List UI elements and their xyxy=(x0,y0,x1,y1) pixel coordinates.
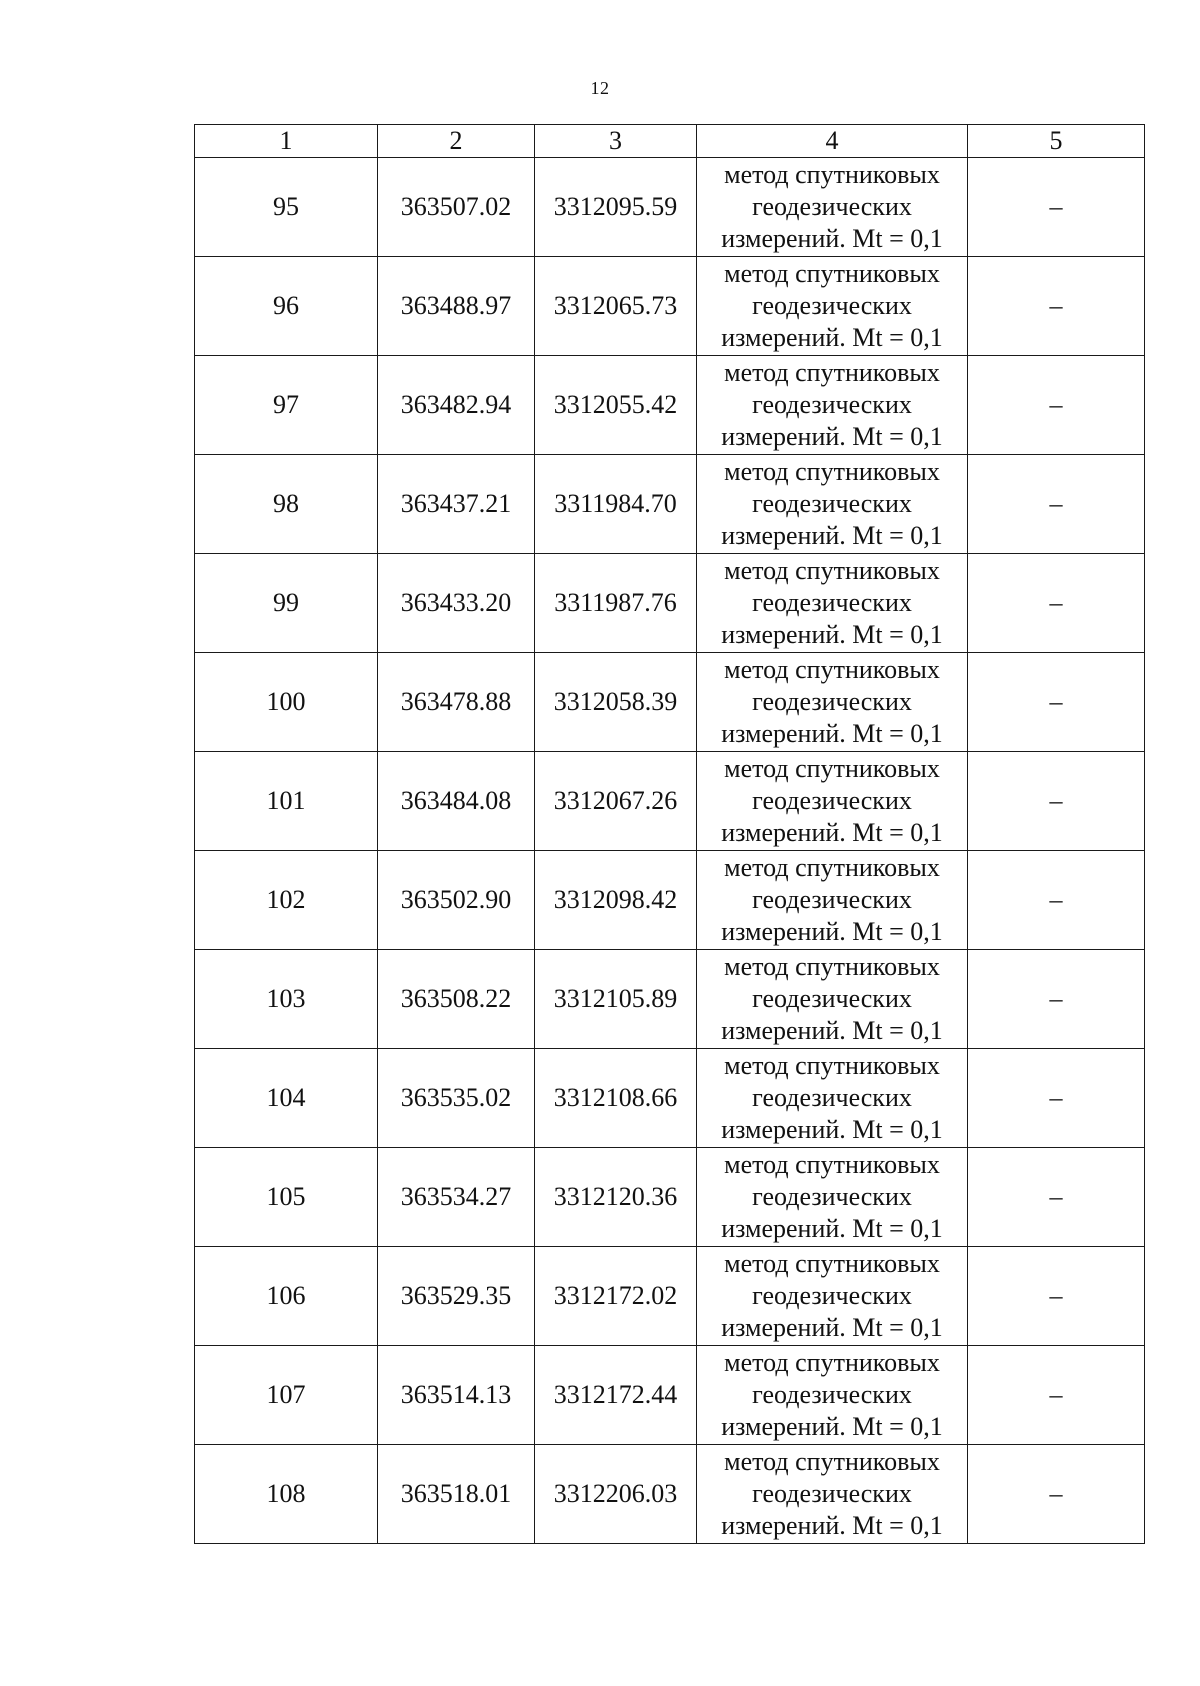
method-line: метод спутниковых xyxy=(724,1447,940,1476)
header-col-1: 1 xyxy=(195,125,378,158)
coordinate-y-cell: 3312067.26 xyxy=(535,752,697,851)
method-line: геодезических xyxy=(752,1083,912,1112)
note-cell: – xyxy=(968,653,1145,752)
method-line: геодезических xyxy=(752,1281,912,1310)
coordinate-x-cell: 363482.94 xyxy=(378,356,535,455)
point-number-cell: 104 xyxy=(195,1049,378,1148)
method-line: метод спутниковых xyxy=(724,259,940,288)
coordinate-x-cell: 363433.20 xyxy=(378,554,535,653)
method-line: измерений. Mt = 0,1 xyxy=(721,1214,943,1243)
coordinate-y-cell: 3312172.02 xyxy=(535,1247,697,1346)
method-line: измерений. Mt = 0,1 xyxy=(721,521,943,550)
header-col-5: 5 xyxy=(968,125,1145,158)
note-cell: – xyxy=(968,950,1145,1049)
method-line: измерений. Mt = 0,1 xyxy=(721,422,943,451)
point-number-cell: 99 xyxy=(195,554,378,653)
method-cell xyxy=(697,158,968,257)
method-cell xyxy=(697,1346,968,1445)
method-line: метод спутниковых xyxy=(724,952,940,981)
coordinate-y-cell: 3312095.59 xyxy=(535,158,697,257)
method-line: метод спутниковых xyxy=(724,1150,940,1179)
note-cell: – xyxy=(968,356,1145,455)
coordinate-x-cell: 363514.13 xyxy=(378,1346,535,1445)
method-line: геодезических xyxy=(752,291,912,320)
point-number-cell: 105 xyxy=(195,1148,378,1247)
method-line: геодезических xyxy=(752,390,912,419)
method-line: геодезических xyxy=(752,687,912,716)
table-row xyxy=(195,950,1145,1049)
table-row xyxy=(195,851,1145,950)
note-cell: – xyxy=(968,158,1145,257)
method-cell xyxy=(697,1445,968,1544)
note-cell: – xyxy=(968,1148,1145,1247)
table-row xyxy=(195,455,1145,554)
method-cell xyxy=(697,1049,968,1148)
coordinate-x-cell: 363488.97 xyxy=(378,257,535,356)
method-line: геодезических xyxy=(752,192,912,221)
point-number-cell: 97 xyxy=(195,356,378,455)
method-line: метод спутниковых xyxy=(724,1249,940,1278)
point-number-cell: 95 xyxy=(195,158,378,257)
method-line: измерений. Mt = 0,1 xyxy=(721,1016,943,1045)
coordinate-y-cell: 3311987.76 xyxy=(535,554,697,653)
method-line: метод спутниковых xyxy=(724,853,940,882)
header-col-3: 3 xyxy=(535,125,697,158)
method-line: геодезических xyxy=(752,1380,912,1409)
table-row xyxy=(195,1148,1145,1247)
point-number-cell: 98 xyxy=(195,455,378,554)
coordinate-y-cell: 3312058.39 xyxy=(535,653,697,752)
coordinate-x-cell: 363502.90 xyxy=(378,851,535,950)
table-row xyxy=(195,554,1145,653)
coordinate-y-cell: 3312108.66 xyxy=(535,1049,697,1148)
coordinate-y-cell: 3312172.44 xyxy=(535,1346,697,1445)
coordinate-x-cell: 363437.21 xyxy=(378,455,535,554)
method-line: метод спутниковых xyxy=(724,1051,940,1080)
coordinate-y-cell: 3312065.73 xyxy=(535,257,697,356)
table-row xyxy=(195,1445,1145,1544)
method-cell xyxy=(697,356,968,455)
header-col-2: 2 xyxy=(378,125,535,158)
point-number-cell: 108 xyxy=(195,1445,378,1544)
coordinate-x-cell: 363508.22 xyxy=(378,950,535,1049)
method-cell xyxy=(697,455,968,554)
point-number-cell: 102 xyxy=(195,851,378,950)
coordinate-x-cell: 363529.35 xyxy=(378,1247,535,1346)
table-row xyxy=(195,257,1145,356)
table-row xyxy=(195,1049,1145,1148)
point-number-cell: 96 xyxy=(195,257,378,356)
note-cell: – xyxy=(968,851,1145,950)
coordinate-x-cell: 363535.02 xyxy=(378,1049,535,1148)
method-cell xyxy=(697,851,968,950)
method-line: измерений. Mt = 0,1 xyxy=(721,620,943,649)
method-line: измерений. Mt = 0,1 xyxy=(721,1412,943,1441)
table-row xyxy=(195,158,1145,257)
method-line: геодезических xyxy=(752,1182,912,1211)
method-line: измерений. Mt = 0,1 xyxy=(721,224,943,253)
method-line: измерений. Mt = 0,1 xyxy=(721,818,943,847)
table-header-row xyxy=(195,125,1145,158)
table-body xyxy=(195,158,1145,1544)
note-cell: – xyxy=(968,455,1145,554)
point-number-cell: 101 xyxy=(195,752,378,851)
coordinate-y-cell: 3311984.70 xyxy=(535,455,697,554)
method-line: измерений. Mt = 0,1 xyxy=(721,323,943,352)
point-number-cell: 106 xyxy=(195,1247,378,1346)
method-line: метод спутниковых xyxy=(724,655,940,684)
note-cell: – xyxy=(968,257,1145,356)
coordinate-y-cell: 3312055.42 xyxy=(535,356,697,455)
method-line: метод спутниковых xyxy=(724,160,940,189)
method-line: метод спутниковых xyxy=(724,754,940,783)
coordinate-y-cell: 3312098.42 xyxy=(535,851,697,950)
table-row xyxy=(195,1247,1145,1346)
method-cell xyxy=(697,554,968,653)
method-line: геодезических xyxy=(752,786,912,815)
note-cell: – xyxy=(968,1346,1145,1445)
coordinate-x-cell: 363518.01 xyxy=(378,1445,535,1544)
coordinate-x-cell: 363478.88 xyxy=(378,653,535,752)
coordinate-y-cell: 3312120.36 xyxy=(535,1148,697,1247)
method-line: геодезических xyxy=(752,984,912,1013)
method-cell xyxy=(697,1247,968,1346)
method-cell xyxy=(697,653,968,752)
method-line: измерений. Mt = 0,1 xyxy=(721,719,943,748)
coordinate-y-cell: 3312105.89 xyxy=(535,950,697,1049)
method-line: метод спутниковых xyxy=(724,457,940,486)
method-line: метод спутниковых xyxy=(724,358,940,387)
coordinate-x-cell: 363534.27 xyxy=(378,1148,535,1247)
method-cell xyxy=(697,257,968,356)
method-line: геодезических xyxy=(752,1479,912,1508)
method-line: геодезических xyxy=(752,588,912,617)
page-number: 12 xyxy=(590,78,610,98)
method-line: измерений. Mt = 0,1 xyxy=(721,1313,943,1342)
point-number-cell: 107 xyxy=(195,1346,378,1445)
header-col-4: 4 xyxy=(697,125,968,158)
note-cell: – xyxy=(968,1247,1145,1346)
table-row xyxy=(195,356,1145,455)
point-number-cell: 103 xyxy=(195,950,378,1049)
note-cell: – xyxy=(968,752,1145,851)
method-line: измерений. Mt = 0,1 xyxy=(721,917,943,946)
method-line: метод спутниковых xyxy=(724,1348,940,1377)
point-number-cell: 100 xyxy=(195,653,378,752)
coordinates-table xyxy=(194,124,1145,1544)
method-line: геодезических xyxy=(752,489,912,518)
coordinate-y-cell: 3312206.03 xyxy=(535,1445,697,1544)
note-cell: – xyxy=(968,1049,1145,1148)
method-cell xyxy=(697,950,968,1049)
table-row xyxy=(195,653,1145,752)
method-line: метод спутниковых xyxy=(724,556,940,585)
table-row xyxy=(195,752,1145,851)
coordinate-x-cell: 363507.02 xyxy=(378,158,535,257)
method-line: геодезических xyxy=(752,885,912,914)
method-line: измерений. Mt = 0,1 xyxy=(721,1115,943,1144)
method-cell xyxy=(697,752,968,851)
note-cell: – xyxy=(968,554,1145,653)
note-cell: – xyxy=(968,1445,1145,1544)
table-row xyxy=(195,1346,1145,1445)
method-line: измерений. Mt = 0,1 xyxy=(721,1511,943,1540)
method-cell xyxy=(697,1148,968,1247)
coordinate-x-cell: 363484.08 xyxy=(378,752,535,851)
